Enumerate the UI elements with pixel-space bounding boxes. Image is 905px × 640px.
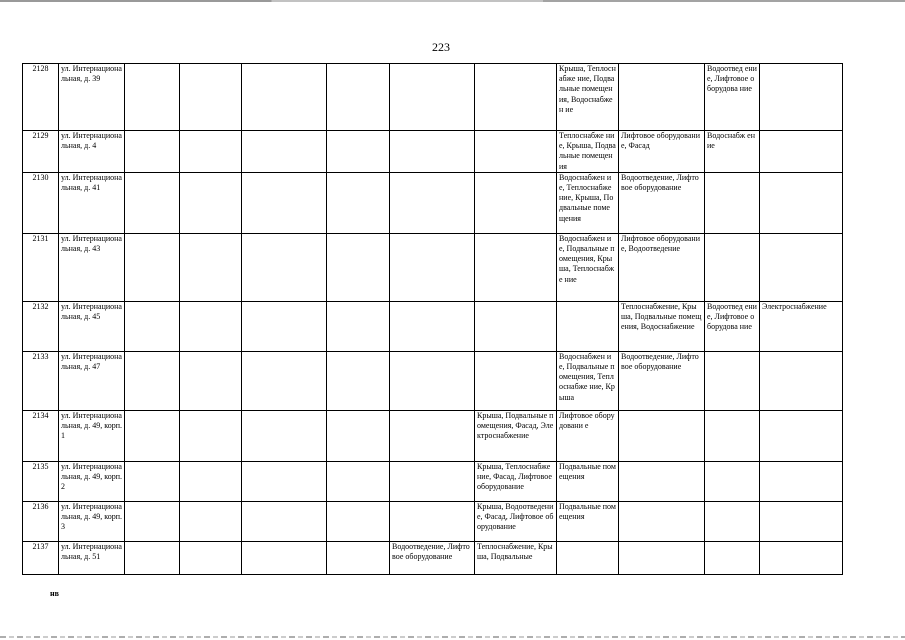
empty-cell — [327, 233, 390, 301]
work-cell — [619, 461, 705, 501]
scan-bottom-edge — [0, 636, 905, 638]
work-cell — [390, 501, 475, 541]
work-cell: Лифтовое оборудование, Фасад — [619, 131, 705, 173]
empty-cell — [180, 501, 242, 541]
work-cell — [390, 64, 475, 131]
empty-cell — [180, 410, 242, 461]
register-table — [22, 63, 843, 575]
address-cell: ул. Интернациона льная, д. 49, корп. 2 — [59, 461, 125, 501]
work-cell — [390, 461, 475, 501]
empty-cell — [125, 461, 180, 501]
work-cell — [705, 541, 760, 574]
empty-cell — [125, 172, 180, 233]
empty-cell — [180, 351, 242, 410]
empty-cell — [327, 64, 390, 131]
empty-cell — [180, 541, 242, 574]
address-cell: ул. Интернациона льная, д. 39 — [59, 64, 125, 131]
work-cell — [475, 233, 557, 301]
work-cell — [390, 131, 475, 173]
work-cell: Крыша, Водоотведение, Фасад, Лифтовое оборудование — [475, 501, 557, 541]
row-number: 2134 — [23, 410, 59, 461]
work-cell — [760, 131, 843, 173]
work-cell — [557, 541, 619, 574]
table-row — [23, 541, 843, 574]
work-cell — [475, 131, 557, 173]
empty-cell — [242, 541, 327, 574]
row-number: 2128 — [23, 64, 59, 131]
footer-mark: нв — [50, 589, 59, 598]
empty-cell — [327, 461, 390, 501]
work-cell — [760, 172, 843, 233]
row-number: 2132 — [23, 301, 59, 351]
work-cell — [705, 172, 760, 233]
work-cell: Водоснабжен ие, Подвальные помещения, Теплоснабже ние, Крыша — [557, 351, 619, 410]
work-cell: Электроснабжение — [760, 301, 843, 351]
work-cell: Крыша, Подвальные помещения, Фасад, Электроснабжение — [475, 410, 557, 461]
work-cell — [390, 410, 475, 461]
empty-cell — [125, 64, 180, 131]
empty-cell — [242, 172, 327, 233]
table-row — [23, 131, 843, 173]
empty-cell — [125, 351, 180, 410]
empty-cell — [327, 501, 390, 541]
work-cell — [475, 64, 557, 131]
empty-cell — [242, 351, 327, 410]
work-cell — [619, 501, 705, 541]
work-cell — [390, 301, 475, 351]
row-number: 2135 — [23, 461, 59, 501]
work-cell: Лифтовое оборудование, Водоотведение — [619, 233, 705, 301]
work-cell: Теплоснабжение, Крыша, Подвальные помещения, Водоснабжение — [619, 301, 705, 351]
table-row — [23, 64, 843, 131]
table-row — [23, 233, 843, 301]
work-cell — [760, 64, 843, 131]
address-cell: ул. Интернациона льная, д. 51 — [59, 541, 125, 574]
work-cell: Водоснабжен ие, Теплоснабже ние, Крыша, Подвальные помещения — [557, 172, 619, 233]
empty-cell — [125, 131, 180, 173]
work-cell: Водоотвед ение, Лифтовое оборудова ние — [705, 301, 760, 351]
work-cell — [390, 172, 475, 233]
register-table-body — [23, 64, 843, 575]
empty-cell — [327, 131, 390, 173]
address-cell: ул. Интернациона льная, д. 49, корп. 3 — [59, 501, 125, 541]
row-number: 2136 — [23, 501, 59, 541]
empty-cell — [327, 172, 390, 233]
work-cell — [619, 541, 705, 574]
table-row — [23, 410, 843, 461]
row-number: 2133 — [23, 351, 59, 410]
work-cell: Подвальные помещения — [557, 461, 619, 501]
empty-cell — [180, 233, 242, 301]
row-number: 2131 — [23, 233, 59, 301]
empty-cell — [125, 501, 180, 541]
work-cell — [705, 461, 760, 501]
empty-cell — [242, 64, 327, 131]
empty-cell — [125, 233, 180, 301]
empty-cell — [180, 64, 242, 131]
work-cell — [619, 64, 705, 131]
work-cell — [619, 410, 705, 461]
work-cell: Крыша, Теплоснабже ние, Подвальные помещения, Водоснабжен ие — [557, 64, 619, 131]
empty-cell — [180, 301, 242, 351]
empty-cell — [180, 131, 242, 173]
work-cell — [760, 541, 843, 574]
address-cell: ул. Интернациона льная, д. 43 — [59, 233, 125, 301]
work-cell: Водоотвед ение, Лифтовое оборудова ние — [705, 64, 760, 131]
work-cell: Теплоснабжение, Крыша, Подвальные — [475, 541, 557, 574]
empty-cell — [180, 461, 242, 501]
empty-cell — [125, 541, 180, 574]
work-cell: Теплоснабже ние, Крыша, Подвальные помещения — [557, 131, 619, 173]
empty-cell — [242, 461, 327, 501]
empty-cell — [242, 131, 327, 173]
empty-cell — [180, 172, 242, 233]
empty-cell — [327, 301, 390, 351]
work-cell — [760, 461, 843, 501]
empty-cell — [327, 351, 390, 410]
empty-cell — [242, 301, 327, 351]
address-cell: ул. Интернациона льная, д. 47 — [59, 351, 125, 410]
address-cell: ул. Интернациона льная, д. 4 — [59, 131, 125, 173]
table-row — [23, 172, 843, 233]
row-number: 2130 — [23, 172, 59, 233]
work-cell: Водоотведение, Лифтовое оборудование — [619, 172, 705, 233]
table-row — [23, 351, 843, 410]
work-cell — [390, 351, 475, 410]
empty-cell — [125, 301, 180, 351]
work-cell: Крыша, Теплоснабжение, Фасад, Лифтовое оборудование — [475, 461, 557, 501]
work-cell — [705, 351, 760, 410]
work-cell: Водоснабж ение — [705, 131, 760, 173]
work-cell — [557, 301, 619, 351]
address-cell: ул. Интернациона льная, д. 49, корп. 1 — [59, 410, 125, 461]
work-cell — [390, 233, 475, 301]
empty-cell — [327, 410, 390, 461]
work-cell — [760, 501, 843, 541]
work-cell: Водоотведение, Лифтовое оборудование — [390, 541, 475, 574]
address-cell: ул. Интернациона льная, д. 45 — [59, 301, 125, 351]
page-number: 223 — [432, 40, 450, 54]
work-cell — [705, 410, 760, 461]
work-cell — [705, 233, 760, 301]
work-cell — [475, 301, 557, 351]
empty-cell — [125, 410, 180, 461]
empty-cell — [242, 233, 327, 301]
row-number: 2137 — [23, 541, 59, 574]
work-cell: Подвальные помещения — [557, 501, 619, 541]
work-cell: Водоснабжен ие, Подвальные помещения, Крыша, Теплоснабже ние — [557, 233, 619, 301]
empty-cell — [242, 501, 327, 541]
row-number: 2129 — [23, 131, 59, 173]
table-row — [23, 501, 843, 541]
work-cell — [475, 351, 557, 410]
work-cell: Водоотведение, Лифтовое оборудование — [619, 351, 705, 410]
address-cell: ул. Интернациона льная, д. 41 — [59, 172, 125, 233]
table-row — [23, 301, 843, 351]
empty-cell — [242, 410, 327, 461]
table-row — [23, 461, 843, 501]
scan-top-edge — [0, 0, 905, 2]
work-cell: Лифтовое оборудовани е — [557, 410, 619, 461]
work-cell — [760, 233, 843, 301]
work-cell — [760, 410, 843, 461]
work-cell — [705, 501, 760, 541]
work-cell — [760, 351, 843, 410]
work-cell — [475, 172, 557, 233]
empty-cell — [327, 541, 390, 574]
